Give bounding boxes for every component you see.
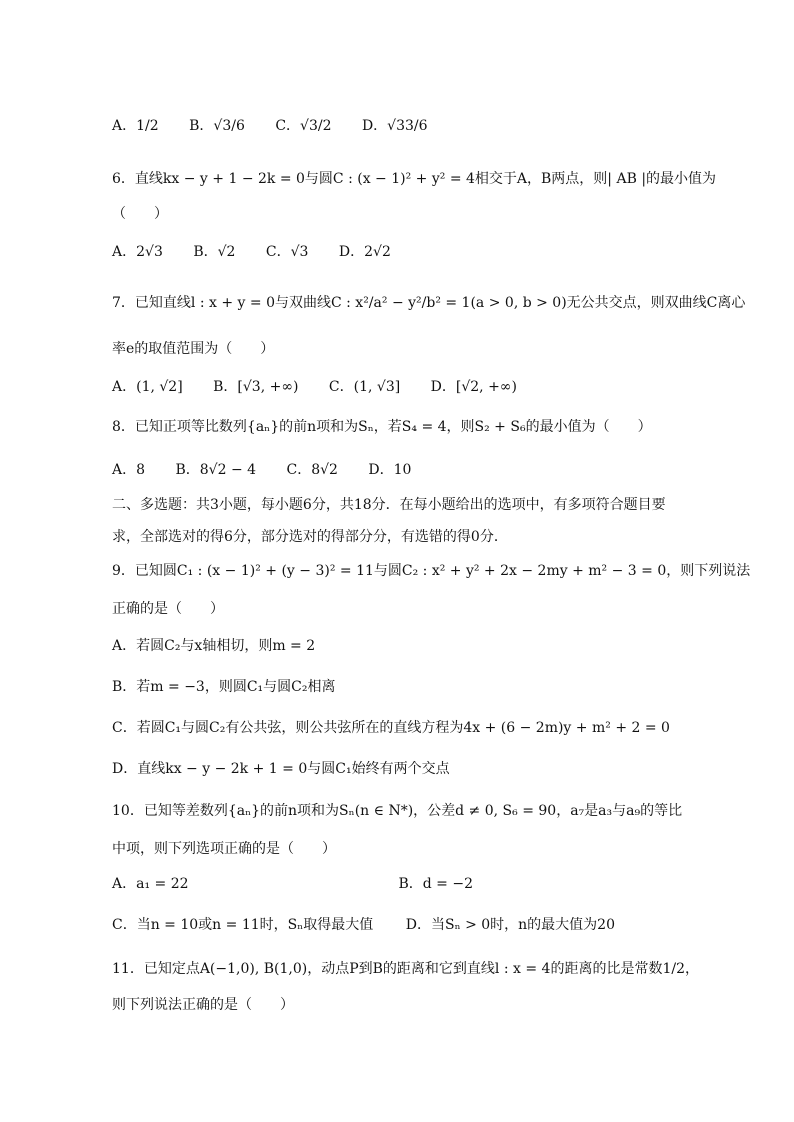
q9-option-b: B．若m = −3，则圆C₁与圆C₂相离	[112, 679, 336, 695]
q6-option-b: B．√2	[193, 244, 236, 260]
q7-stem: 7．已知直线l : x + y = 0与双曲线C : x²/a² − y²/b² = 1(a > 0, b > 0)无公共交点，则双曲线C离心	[112, 295, 746, 311]
q6-option-a: A．2√3	[112, 244, 163, 260]
q7-options	[112, 376, 694, 398]
q8-stem: 8．已知正项等比数列{aₙ}的前n项和为Sₙ，若S₄ = 4，则S₂ + S₆的最小值为（ ）	[112, 419, 652, 435]
q10-options-ab	[112, 873, 694, 895]
q7-option-c: C．(1, √3]	[328, 379, 401, 395]
q9-option-a: A．若圆C₂与x轴相切，则m = 2	[112, 638, 316, 654]
q5-option-d: D．√33/6	[361, 118, 428, 134]
q8-option-d: D．10	[368, 462, 412, 478]
q6-options	[112, 241, 694, 263]
q8-options	[112, 459, 694, 481]
q7-option-a: A．(1, √2]	[112, 379, 183, 395]
q10-option-b: B．d = −2	[398, 876, 473, 892]
q11-stem: 11．已知定点A(−1,0), B(1,0)，动点P到B的距离和它到直线l : x = 4的距离的比是常数1/2，	[112, 961, 699, 977]
q6-option-d: D．2√2	[338, 244, 391, 260]
q7-option-d: D．[√2, +∞)	[430, 379, 517, 395]
q8-option-a: A．8	[112, 462, 146, 478]
q9-stem-cont: 正确的是（ ）	[112, 601, 224, 617]
q6-option-c: C．√3	[265, 244, 309, 260]
q10-stem: 10．已知等差数列{aₙ}的前n项和为Sₙ(n ∈ N*)，公差d ≠ 0, S₆ = 90，a₇是a₃与a₉的等比	[112, 803, 683, 819]
q9-stem: 9．已知圆C₁ : (x − 1)² + (y − 3)² = 11与圆C₂ : x² + y² + 2x − 2my + m² − 3 = 0，则下列说法	[112, 563, 751, 579]
q6-stem: 6．直线kx − y + 1 − 2k = 0与圆C : (x − 1)² + y² = 4相交于A，B两点，则| AB |的最小值为	[112, 171, 717, 187]
q9-option-c: C．若圆C₁与圆C₂有公共弦，则公共弦所在的直线方程为4x + (6 − 2m)y + m² + 2 = 0	[112, 720, 670, 736]
q5-option-a: A．1/2	[112, 118, 159, 134]
q10-stem-cont: 中项，则下列选项正确的是（ ）	[112, 841, 336, 857]
section2-instructions: 二、多选题：共3小题，每小题6分，共18分．在每小题给出的选项中，有多项符合题目要	[112, 497, 666, 513]
q10-option-c: C．当n = 10或n = 11时，Sₙ取得最大值	[112, 917, 374, 933]
q10-option-d: D．当Sₙ > 0时，n的最大值为20	[405, 917, 615, 933]
q8-option-c: C．8√2	[286, 462, 338, 478]
q7-stem-cont: 率e的取值范围为（ ）	[112, 341, 275, 357]
section2-instructions-cont: 求，全部选对的得6分，部分选对的得部分分，有选错的得0分．	[112, 529, 508, 545]
q6-stem-cont: （ ）	[112, 206, 168, 222]
q10-options-cd	[112, 914, 694, 936]
q11-stem-cont: 则下列说法正确的是（ ）	[112, 997, 294, 1013]
q7-option-b: B．[√3, +∞)	[213, 379, 299, 395]
q9-option-d: D．直线kx − y − 2k + 1 = 0与圆C₁始终有两个交点	[112, 761, 450, 777]
q5-option-c: C．√3/2	[275, 118, 332, 134]
q5-option-b: B．√3/6	[189, 118, 245, 134]
q5-options	[112, 115, 694, 137]
q10-option-a: A．a₁ = 22	[112, 876, 189, 892]
q8-option-b: B．8√2 − 4	[175, 462, 257, 478]
